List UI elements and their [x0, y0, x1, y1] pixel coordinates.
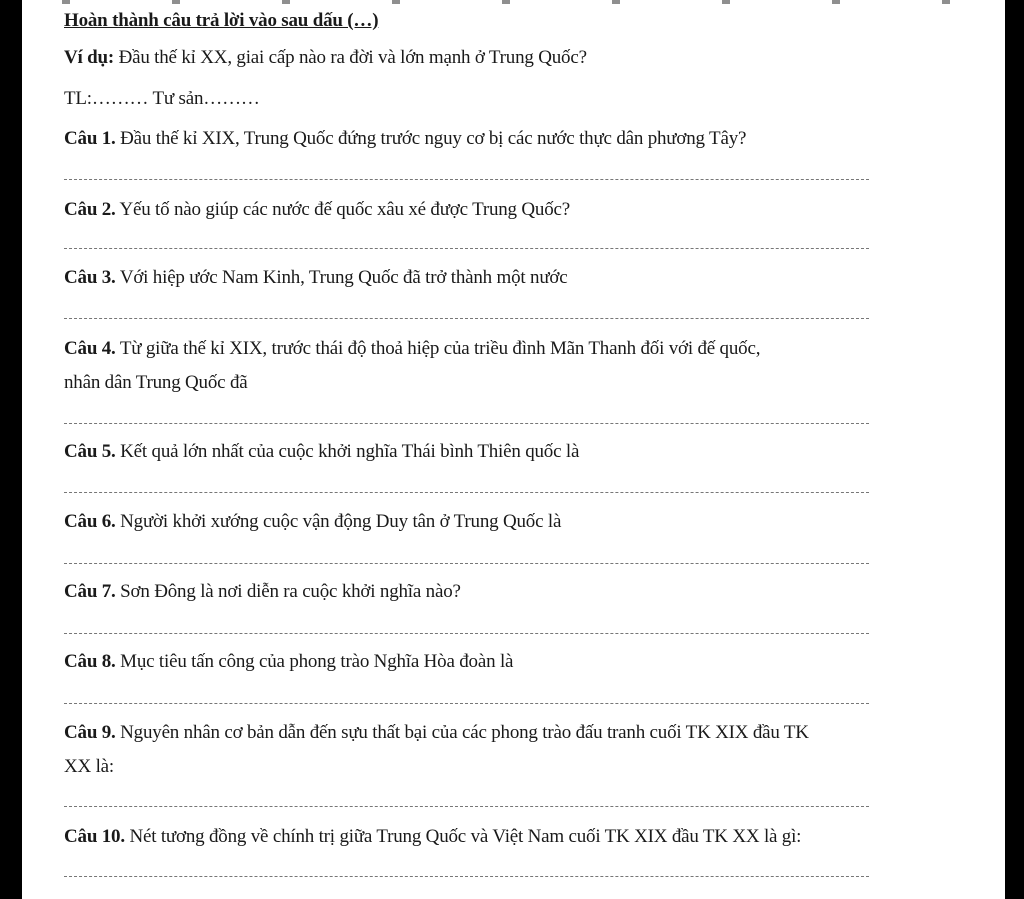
question-9 — [64, 722, 809, 744]
question-4-continued: nhân dân Trung Quốc đã — [64, 372, 248, 393]
answer-line-7 — [64, 633, 869, 634]
answer-line-5 — [64, 492, 869, 493]
question-6 — [64, 511, 561, 533]
question-8 — [64, 651, 513, 673]
answer-line-9 — [64, 806, 869, 807]
example-answer: TL:……… Tư sản……… — [64, 88, 260, 109]
question-5 — [64, 441, 579, 463]
example-question — [64, 47, 587, 69]
question-text: Từ giữa thế kỉ XIX, trước thái độ thoả hiệp của triều đình Mãn Thanh đối với đế quốc, — [119, 338, 761, 359]
answer-line-2 — [64, 248, 869, 249]
question-text: Đầu thế kỉ XIX, Trung Quốc đứng trước nguy cơ bị các nước thực dân phương Tây? — [120, 128, 747, 149]
question-label: Câu 6. — [64, 511, 116, 532]
question-10 — [64, 826, 801, 848]
answer-line-10 — [64, 876, 869, 877]
question-label: Câu 5. — [64, 441, 116, 462]
question-label: Câu 1. — [64, 128, 116, 149]
example-label: Ví dụ: — [64, 47, 115, 68]
question-label: Câu 4. — [64, 338, 116, 359]
worksheet-page — [22, 0, 1005, 899]
question-1 — [64, 128, 746, 150]
question-text: Kết quả lớn nhất của cuộc khởi nghĩa Thái bình Thiên quốc là — [120, 441, 580, 462]
question-text: Sơn Đông là nơi diễn ra cuộc khởi nghĩa nào? — [120, 581, 461, 602]
question-7 — [64, 581, 461, 603]
answer-line-8 — [64, 703, 869, 704]
question-label: Câu 2. — [64, 199, 116, 220]
question-label: Câu 10. — [64, 826, 125, 847]
worksheet-heading: Hoàn thành câu trả lời vào sau dấu (…) — [64, 10, 379, 31]
question-text: Nét tương đồng về chính trị giữa Trung Quốc và Việt Nam cuối TK XIX đầu TK XX là gì: — [129, 826, 802, 847]
question-4 — [64, 338, 760, 360]
answer-line-6 — [64, 563, 869, 564]
question-label: Câu 8. — [64, 651, 116, 672]
question-text: Với hiệp ước Nam Kinh, Trung Quốc đã trở thành một nước — [119, 267, 568, 288]
question-text: Yếu tố nào giúp các nước đế quốc xâu xé được Trung Quốc? — [119, 199, 570, 220]
example-question-text: Đầu thế kỉ XX, giai cấp nào ra đời và lớn mạnh ở Trung Quốc? — [118, 47, 587, 68]
answer-line-3 — [64, 318, 869, 319]
question-label: Câu 3. — [64, 267, 116, 288]
question-label: Câu 9. — [64, 722, 116, 743]
top-edge-artifact — [22, 0, 1005, 4]
answer-line-4 — [64, 423, 869, 424]
answer-line-1 — [64, 179, 869, 180]
question-label: Câu 7. — [64, 581, 116, 602]
question-2 — [64, 199, 570, 221]
question-text: Người khởi xướng cuộc vận động Duy tân ở Trung Quốc là — [120, 511, 562, 532]
question-text: Mục tiêu tấn công của phong trào Nghĩa Hòa đoàn là — [120, 651, 514, 672]
question-9-continued: XX là: — [64, 756, 114, 777]
question-3 — [64, 267, 568, 289]
question-text: Nguyên nhân cơ bản dẫn đến sựu thất bại của các phong trào đấu tranh cuối TK XIX đầu TK — [120, 722, 809, 743]
